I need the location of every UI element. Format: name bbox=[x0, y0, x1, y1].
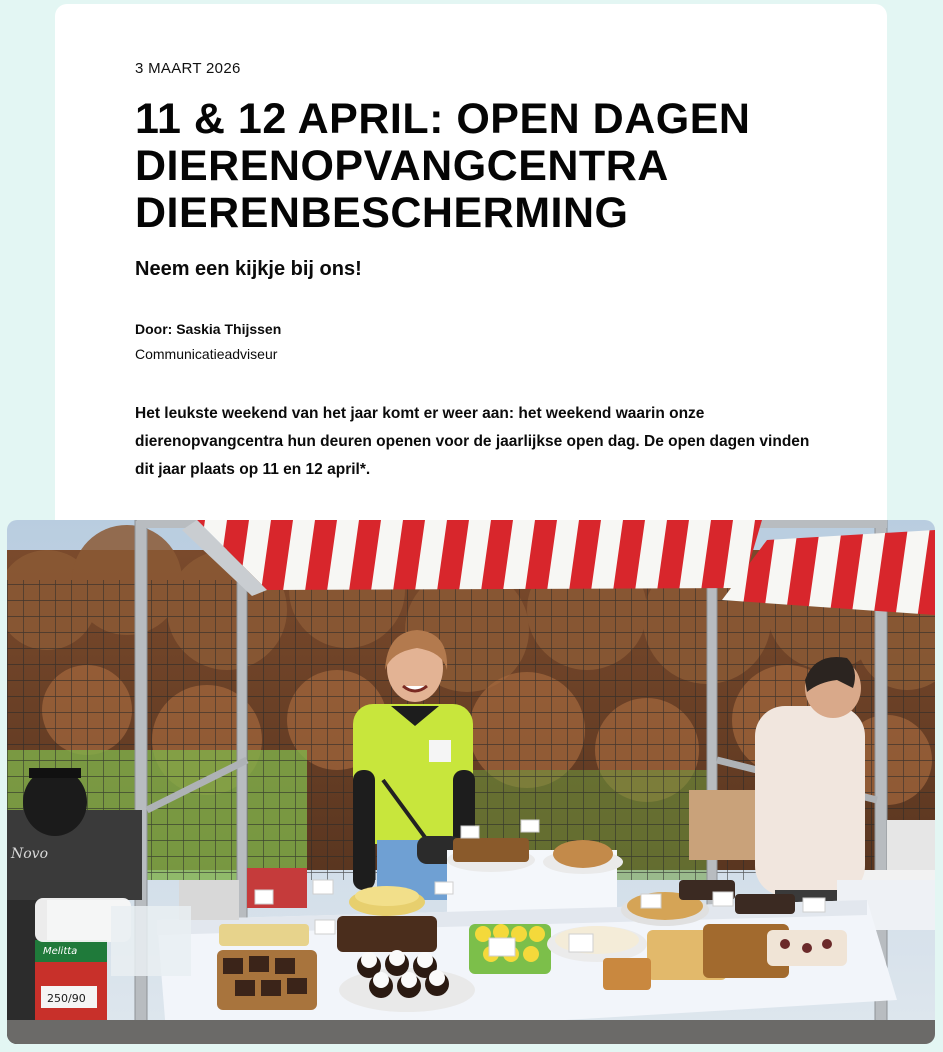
author-name: Door: Saskia Thijssen bbox=[135, 321, 282, 337]
article-card bbox=[55, 4, 887, 544]
article-intro: Het leukste weekend van het jaar komt er weer aan: het weekend waarin onze dierenopvangcentra hun deuren openen voor de jaarlijkse open dag. De open dagen vinden dit jaar plaats op 11 en 12 april*. bbox=[135, 405, 810, 478]
filter-label-text: 250/90 bbox=[47, 992, 86, 1005]
author-role: Communicatieadviseur bbox=[135, 346, 278, 362]
article-date: 3 MAART 2026 bbox=[135, 60, 241, 77]
article-title: 11 & 12 APRIL: OPEN DAGEN DIERENOPVANGCENTRA DIERENBESCHERMING bbox=[135, 95, 751, 237]
machine-brand-text: Novo bbox=[11, 846, 49, 862]
market-stall-photo bbox=[7, 520, 935, 1044]
article-subtitle: Neem een kijkje bij ons! bbox=[135, 258, 362, 280]
coffee-brand-text: Melitta bbox=[43, 946, 78, 957]
article-photo bbox=[7, 520, 935, 1044]
